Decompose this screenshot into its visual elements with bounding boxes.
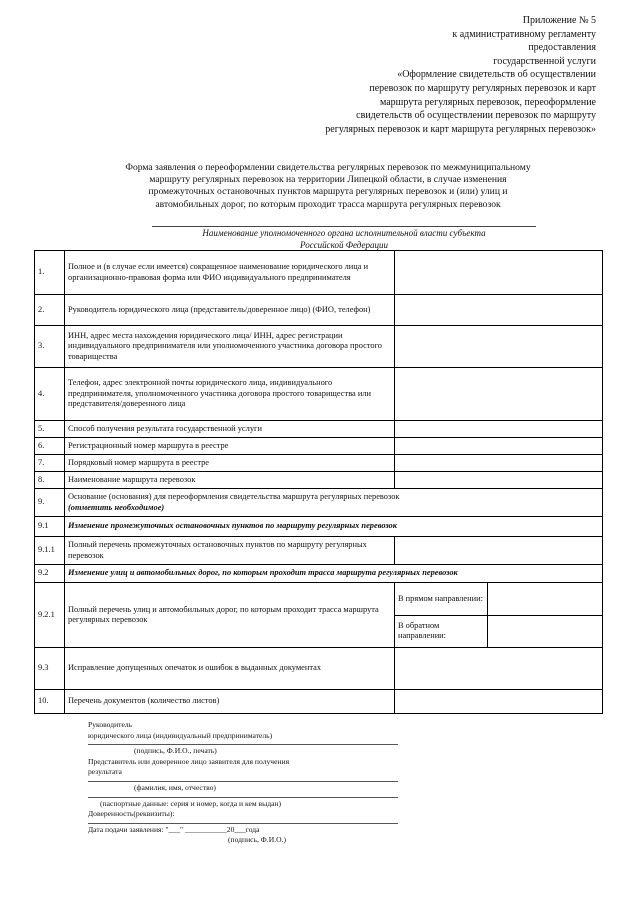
table-row [35, 565, 603, 583]
representative-label-2: результата [88, 767, 122, 777]
table-row [35, 438, 603, 455]
row-number: 4. [35, 368, 65, 421]
row-note: (отметить необходимое) [68, 502, 165, 512]
table-row [35, 690, 603, 714]
row-label: Исправление допущенных опечаток и ошибок в выданных документах [65, 648, 395, 690]
table-row [35, 489, 603, 517]
row-value-field[interactable] [395, 368, 603, 421]
row-number: 9. [35, 489, 65, 517]
table-row [35, 537, 603, 565]
direction-cell [395, 583, 603, 648]
passport-line[interactable] [88, 797, 398, 798]
appendix-line: Приложение № 5 [522, 15, 596, 26]
appendix-line: маршрута регулярных перевозок, переоформление [379, 96, 596, 108]
representative-name-line[interactable] [88, 781, 398, 782]
row-option-checkbox[interactable]: Изменение промежуточных остановочных пунктов по маршруту регулярных перевозок [65, 517, 603, 537]
appendix-line: перевозок по маршруту регулярных перевозок и карт [369, 82, 596, 94]
row-label: Руководитель юридического лица (представитель/доверенное лицо) (ФИО, телефон) [65, 295, 395, 326]
direction-back-field[interactable] [488, 615, 603, 647]
authority-caption [152, 228, 536, 251]
row-label: Способ получения результата государственной услуги [65, 421, 395, 438]
application-date: Дата подачи заявления: "___" ___________20___года [88, 824, 260, 834]
row-label: Полное и (в случае если имеется) сокращенное наименование юридического лица и организационно-правовая форма или ФИО индивидуального предпринимателя [65, 251, 395, 295]
date-signature-caption: (подпись, Ф.И.О.) [228, 835, 286, 845]
row-option-checkbox[interactable]: Изменение улиц и автомобильных дорог, по которым проходит трасса маршрута регулярных перевозок [65, 565, 603, 583]
table-row [35, 421, 603, 438]
row-label: ИНН, адрес места нахождения юридического лица/ ИНН, адрес регистрации индивидуального предпринимателя или уполномоченного участника договора простого товарищества [65, 326, 395, 368]
row-number: 10. [35, 690, 65, 714]
table-row [35, 648, 603, 690]
head-signature-line[interactable] [88, 744, 398, 745]
table-row [35, 326, 603, 368]
form-title-line: маршруту регулярных перевозок на территории Липецкой области, в случае изменения [149, 174, 507, 186]
appendix-line: свидетельств об осуществлении перевозок по маршруту [356, 110, 596, 122]
head-subtitle: юридического лица (индивидуальный предприниматель) [88, 730, 273, 740]
head-title: Руководитель [88, 720, 133, 729]
row-value-field[interactable] [395, 690, 603, 714]
table-row [35, 455, 603, 472]
appendix-line: «Оформление свидетельств об осуществлении [397, 69, 596, 81]
row-label-text: Основание (основания) для переоформления свидетельства маршрута регулярных перевозок [68, 492, 400, 502]
power-of-attorney-label: Доверенность(реквизиты): [88, 809, 175, 819]
row-label: Полный перечень промежуточных остановочных пунктов по маршруту регулярных перевозок [65, 537, 395, 565]
row-value-field[interactable] [395, 537, 603, 565]
row-number: 9.2 [35, 565, 65, 583]
table-row [35, 368, 603, 421]
row-value-field[interactable] [395, 438, 603, 455]
row-label: Порядковый номер маршрута в реестре [65, 455, 395, 472]
row-number: 7. [35, 455, 65, 472]
table-row [35, 583, 603, 648]
form-title-line: промежуточных остановочных пунктов маршрута регулярных перевозок и (или) улиц и [148, 186, 508, 198]
form-title [64, 162, 592, 211]
row-number: 9.1 [35, 517, 65, 537]
direction-back-label: В обратном направлении: [395, 615, 488, 647]
signature-block [88, 720, 398, 846]
power-of-attorney-line[interactable] [88, 823, 398, 824]
row-label: Полный перечень улиц и автомобильных дорог, по которым проходит трасса маршрута регулярных перевозок [65, 583, 395, 648]
direction-table [395, 583, 602, 647]
row-number: 9.2.1 [35, 583, 65, 648]
appendix-header [236, 14, 596, 136]
appendix-line: государственной услуги [493, 55, 596, 67]
table-row [35, 472, 603, 489]
row-value-field[interactable] [395, 648, 603, 690]
row-number: 8. [35, 472, 65, 489]
row-number: 5. [35, 421, 65, 438]
row-label: Перечень документов (количество листов) [65, 690, 395, 714]
form-title-line: Форма заявления о переоформлении свидетельства регулярных перевозок по межмуниципальному [125, 162, 531, 173]
direction-forward-field[interactable] [488, 583, 603, 615]
row-value-field[interactable] [395, 326, 603, 368]
appendix-line: регулярных перевозок и карт маршрута регулярных перевозок» [325, 123, 596, 135]
authority-underline [152, 226, 536, 227]
appendix-line: предоставления [528, 42, 596, 54]
row-label: Наименование маршрута перевозок [65, 472, 395, 489]
table-row [35, 251, 603, 295]
row-number: 9.1.1 [35, 537, 65, 565]
representative-label: Представитель или доверенное лицо заявителя для получения [88, 756, 290, 766]
row-number: 9.3 [35, 648, 65, 690]
row-label [65, 489, 603, 517]
representative-caption: (фамилия, имя, отчество) [134, 782, 216, 792]
head-caption: (подпись, Ф.И.О., печать) [134, 746, 217, 756]
row-label: Регистрационный номер маршрута в реестре [65, 438, 395, 455]
row-number: 1. [35, 251, 65, 295]
form-title-line: автомобильных дорог, по которым проходит трасса маршрута регулярных перевозок [155, 198, 501, 210]
application-table [34, 250, 603, 714]
row-number: 3. [35, 326, 65, 368]
table-row [35, 517, 603, 537]
direction-forward-label: В прямом направлении: [395, 583, 488, 615]
row-value-field[interactable] [395, 421, 603, 438]
passport-caption: (паспортные данные: серия и номер, когда и кем выдан) [100, 798, 282, 808]
authority-line1: Наименование уполномоченного органа исполнительной власти субъекта [202, 228, 486, 238]
authority-line2: Российской Федерации [300, 239, 388, 250]
row-value-field[interactable] [395, 455, 603, 472]
table-row [35, 295, 603, 326]
row-value-field[interactable] [395, 251, 603, 295]
row-label: Телефон, адрес электронной почты юридического лица, индивидуального предпринимателя, уполномоченного участника договора простого товарищества или представителя/доверенного лица [65, 368, 395, 421]
row-value-field[interactable] [395, 295, 603, 326]
row-number: 2. [35, 295, 65, 326]
row-number: 6. [35, 438, 65, 455]
row-value-field[interactable] [395, 472, 603, 489]
appendix-line: к административному регламенту [452, 28, 596, 40]
